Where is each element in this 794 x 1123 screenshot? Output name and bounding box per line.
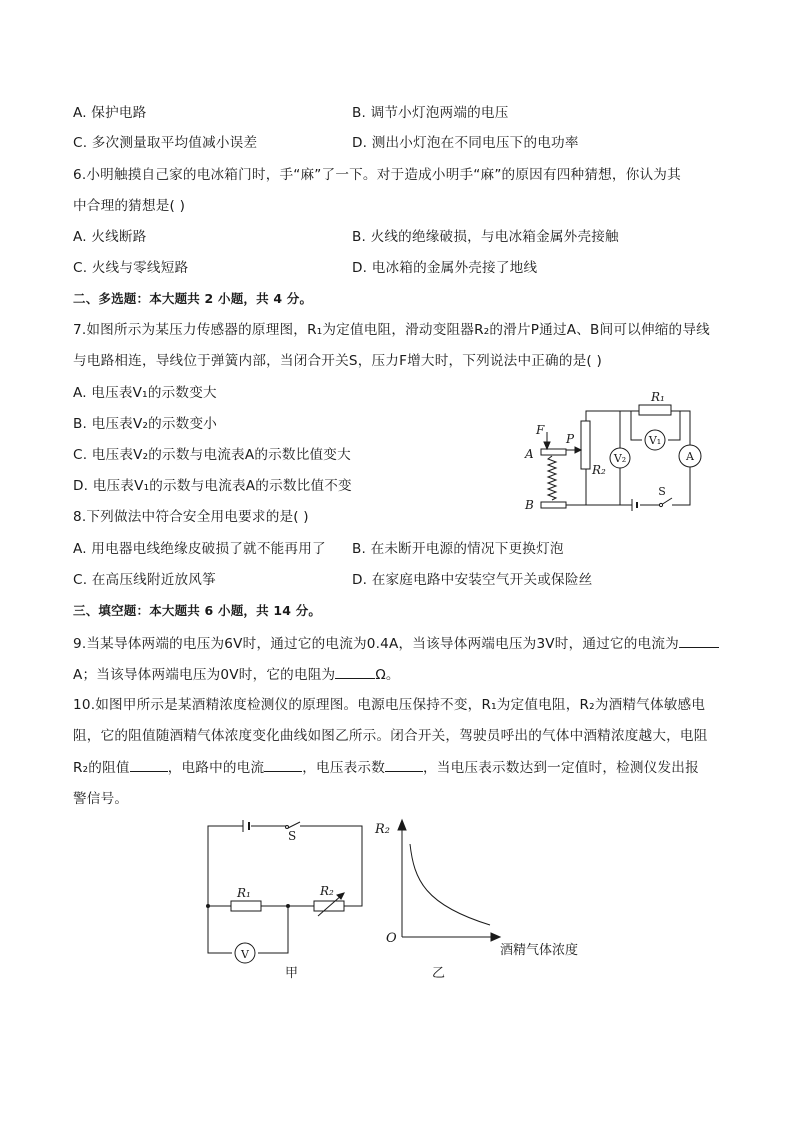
q10-label-r1: R₁ — [237, 886, 251, 900]
q10-line4: 警信号。 — [73, 791, 129, 807]
q7-plate-b — [541, 502, 566, 508]
q7-option-a: A. 电压表V₁的示数变大 — [73, 385, 217, 401]
q7-stem-line1: 7.如图所示为某压力传感器的原理图，R₁为定值电阻，滑动变阻器R₂的滑片P通过A、B间可以伸缩的导线 — [73, 322, 710, 338]
q7-resistor-r1 — [639, 405, 671, 415]
q7-rheostat-r2 — [581, 421, 590, 469]
q5-option-c: C. 多次测量取平均值减小误差 — [73, 135, 258, 151]
q7-v1-label: V₁ — [648, 434, 662, 447]
q8-option-d: D. 在家庭电路中安装空气开关或保险丝 — [352, 572, 593, 588]
q6-stem-line1: 6.小明触摸自己家的电冰箱门时，手“麻”了一下。对于造成小明手“麻”的原因有四种猜想，你认为其 — [73, 167, 681, 183]
q7-stem-line2: 与电路相连，导线位于弹簧内部，当闭合开关S，压力F增大时，下列说法中正确的是( ) — [73, 353, 602, 369]
q5-option-d: D. 测出小灯泡在不同电压下的电功率 — [352, 135, 579, 151]
q10-resistance-curve — [410, 844, 490, 925]
q7-label-r2: R₂ — [592, 463, 606, 477]
q10-caption-yi: 乙 — [432, 966, 446, 980]
q9-line2-text-b: Ω。 — [375, 667, 400, 683]
q7-v2-label: V₂ — [613, 452, 627, 465]
q7-option-c: C. 电压表V₂的示数与电流表A的示数比值变大 — [73, 447, 351, 463]
q7-label-r1: R₁ — [651, 390, 665, 404]
q8-option-a: A. 用电器电线绝缘皮破损了就不能再用了 — [73, 541, 326, 557]
q7-spring — [548, 456, 556, 500]
q5-option-b: B. 调节小灯泡两端的电压 — [352, 105, 509, 121]
q6-stem-line2: 中合理的猜想是( ) — [73, 198, 186, 214]
q9-blank-1[interactable] — [679, 633, 719, 648]
q9-line1-text: 9.当某导体两端的电压为6V时，通过它的电流为0.4A，当该导体两端电压为3V时，通过它的电流为 — [73, 636, 679, 652]
q8-stem: 8.下列做法中符合安全用电要求的是( ) — [73, 509, 309, 525]
q10-voltmeter-label: V — [241, 948, 249, 961]
q10-blank-1[interactable] — [130, 757, 168, 772]
q6-option-d: D. 电冰箱的金属外壳接了地线 — [352, 260, 538, 276]
q10-line3-text-c: ，电压表示数 — [302, 760, 386, 776]
q6-option-c: C. 火线与零线短路 — [73, 260, 189, 276]
q7-label-point-a: A — [525, 447, 534, 461]
q6-option-b: B. 火线的绝缘破损，与电冰箱金属外壳接触 — [352, 229, 619, 245]
q7-label-p: P — [566, 432, 575, 446]
q9-line1 — [73, 633, 719, 654]
q8-option-c: C. 在高压线附近放风筝 — [73, 572, 216, 588]
q10-label-r2: R₂ — [320, 884, 334, 898]
q10-resistor-r1 — [231, 901, 261, 911]
q10-line1: 10.如图甲所示是某酒精浓度检测仪的原理图。电源电压保持不变，R₁为定值电阻，R₂为酒精气体敏感电 — [73, 697, 706, 713]
q10-blank-3[interactable] — [385, 757, 423, 772]
q10-line2: 阻，它的阻值随酒精气体浓度变化曲线如图乙所示。闭合开关，驾驶员呼出的气体中酒精浓度越大，电阻 — [73, 728, 708, 744]
q10-line3 — [73, 757, 699, 778]
q10-label-s: S — [288, 829, 297, 843]
q7-plate-a — [541, 449, 566, 455]
q10-blank-2[interactable] — [264, 757, 302, 772]
q10-line3-text-d: ，当电压表示数达到一定值时，检测仪发出报 — [423, 760, 699, 776]
q6-option-a: A. 火线断路 — [73, 229, 147, 245]
q7-wire-rheostat-bottom — [566, 469, 586, 505]
section-2-heading: 二、多选题：本大题共 2 小题，共 4 分。 — [73, 291, 313, 306]
q8-option-b: B. 在未断开电源的情况下更换灯泡 — [352, 541, 564, 557]
q7-option-b: B. 电压表V₂的示数变小 — [73, 416, 218, 432]
q10-graph-origin: O — [386, 931, 397, 946]
q10-line3-text-a: R₂的阻值 — [73, 760, 130, 776]
section-3-heading: 三、填空题：本大题共 6 小题，共 14 分。 — [73, 603, 322, 618]
q7-ammeter-label: A — [686, 450, 694, 463]
q7-label-s: S — [658, 485, 666, 498]
q9-line2-text-a: A；当该导体两端电压为0V时，它的电阻为 — [73, 667, 336, 683]
q10-caption-jia: 甲 — [285, 966, 299, 981]
q10-graph-ylabel: R₂ — [375, 822, 390, 837]
q10-line3-text-b: ，电路中的电流 — [167, 760, 265, 776]
q7-label-f: F — [536, 423, 545, 437]
q10-curve-graph — [370, 815, 600, 980]
q10-graph-xlabel: 酒精气体浓度 — [500, 943, 579, 958]
q7-option-d: D. 电压表V₁的示数与电流表A的示数比值不变 — [73, 478, 352, 494]
q9-blank-2[interactable] — [335, 664, 375, 679]
q10-circuit-diagram — [200, 815, 380, 985]
q7-circuit-diagram — [515, 385, 715, 515]
q7-label-point-b: B — [525, 498, 534, 512]
q5-option-a: A. 保护电路 — [73, 105, 147, 121]
q9-line2 — [73, 664, 400, 685]
